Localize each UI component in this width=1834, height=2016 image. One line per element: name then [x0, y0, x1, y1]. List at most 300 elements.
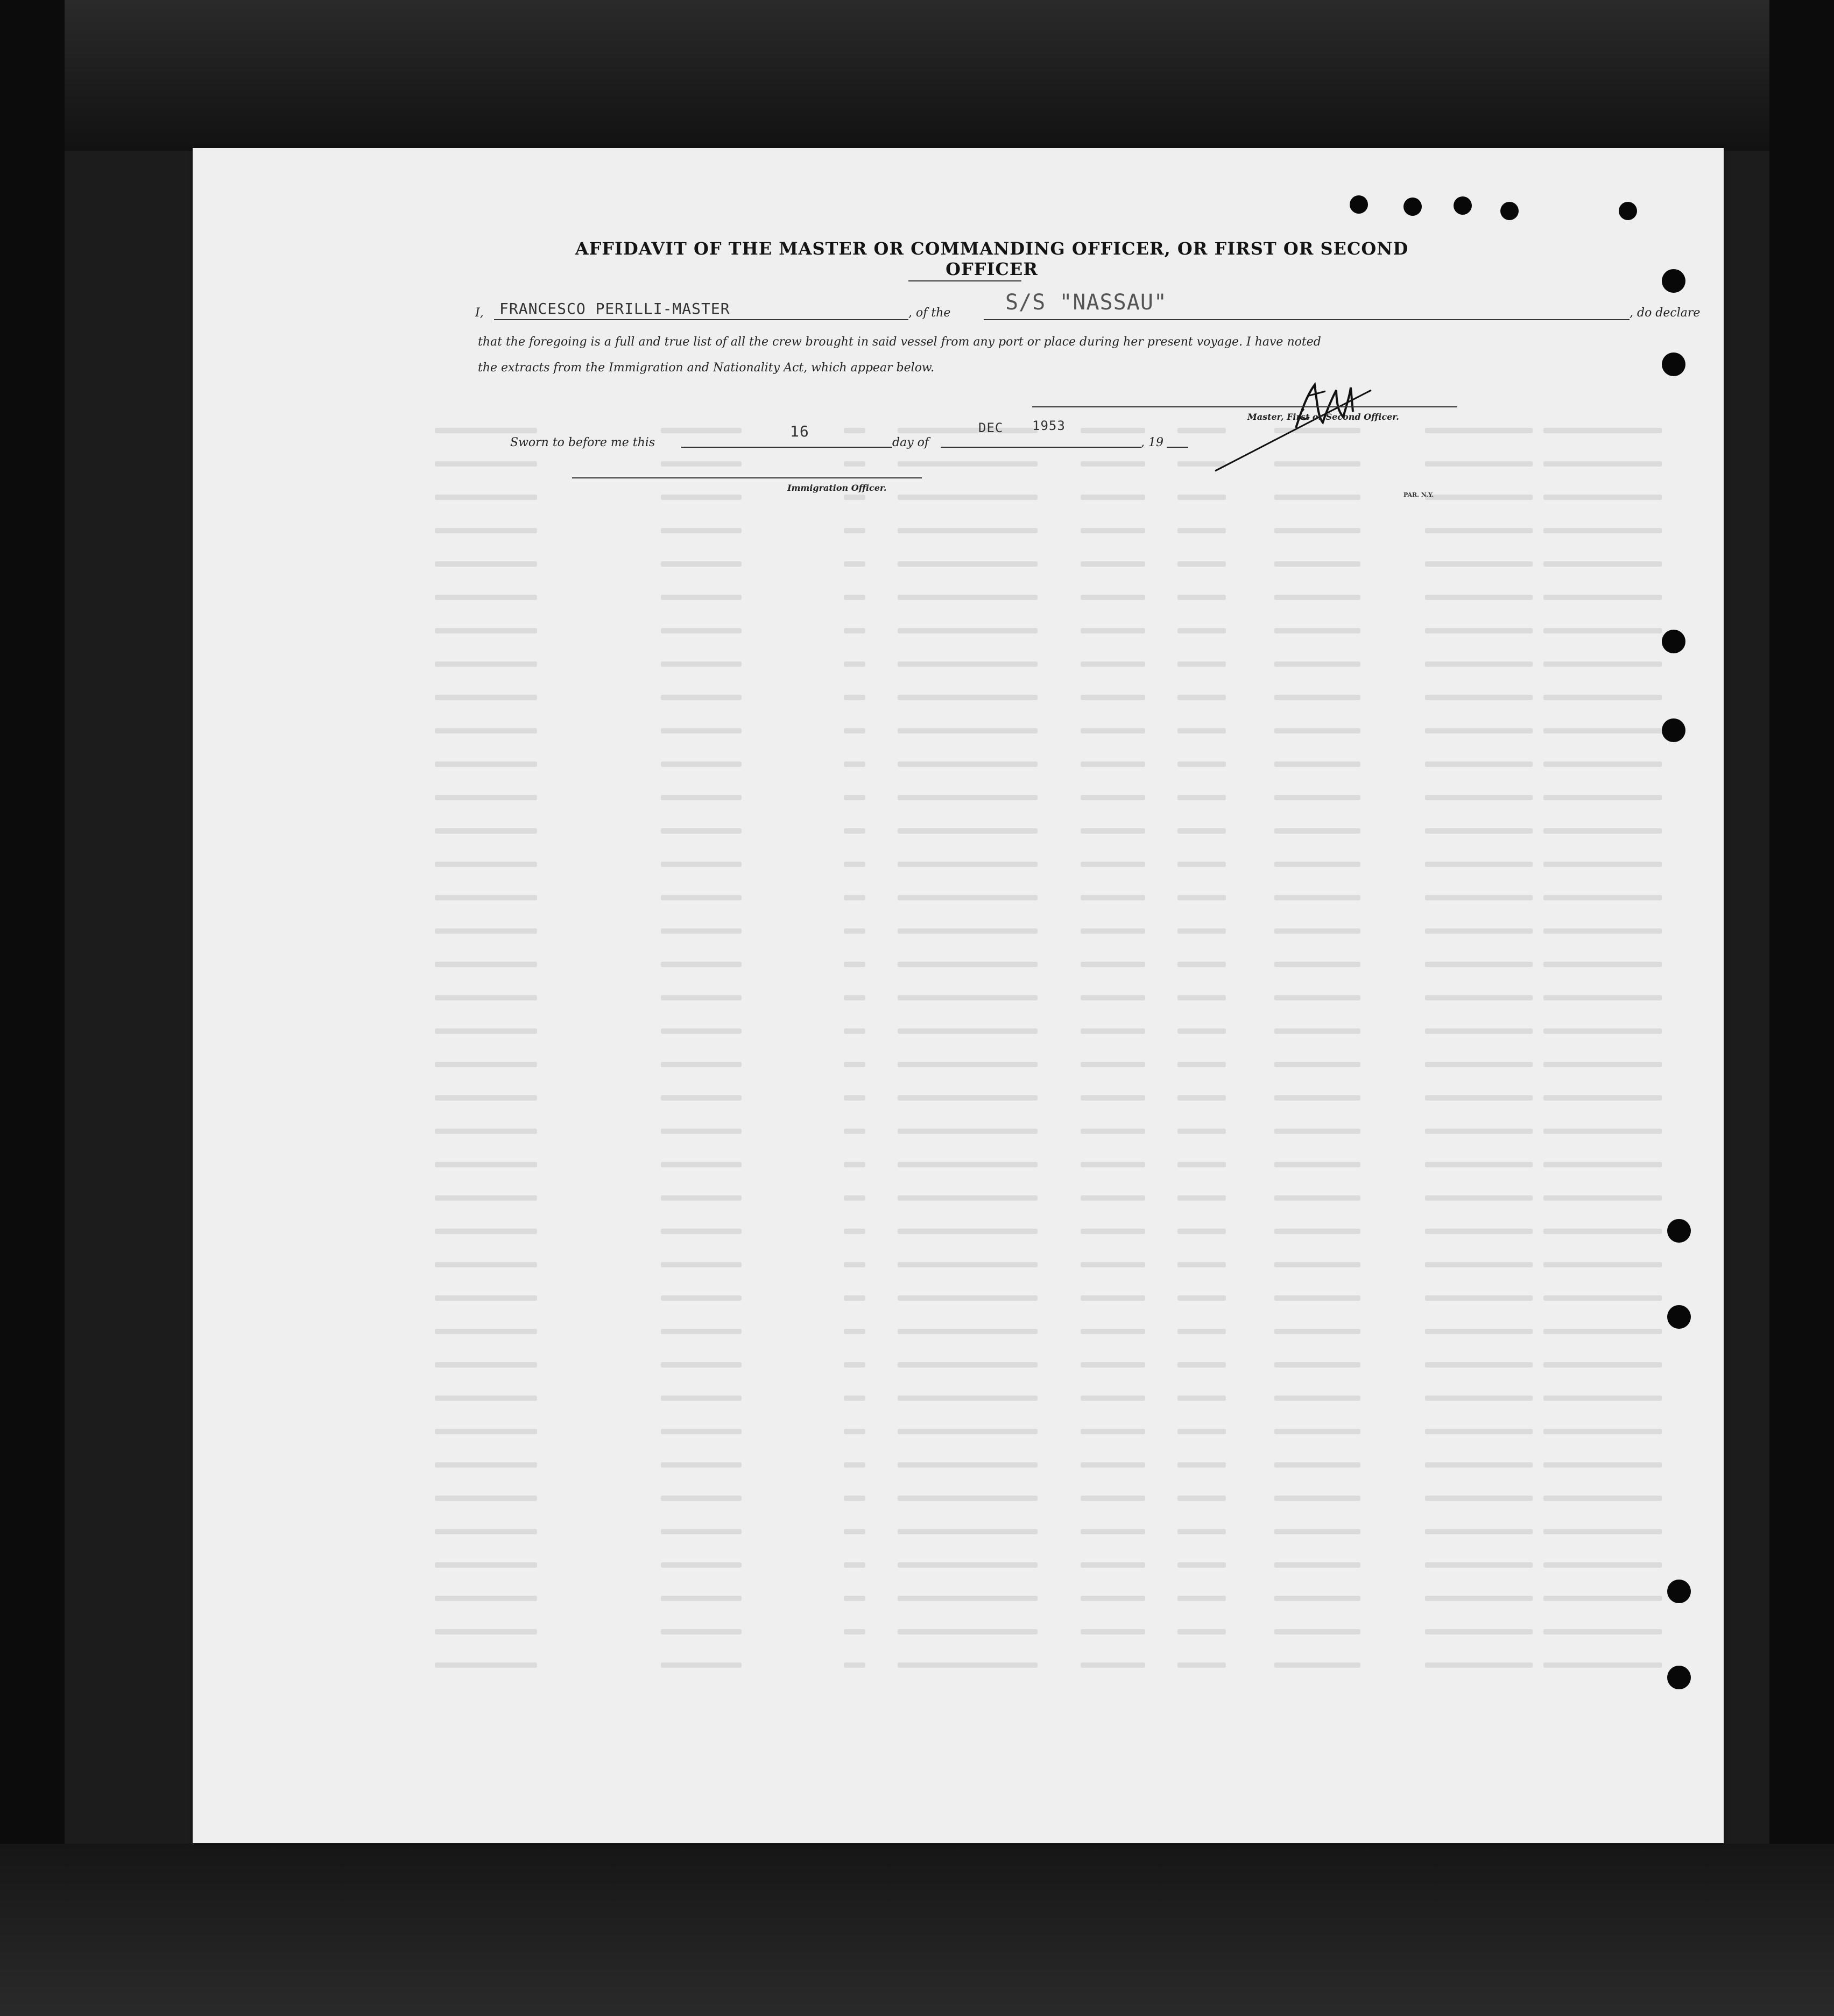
sworn-prefix: Sworn to before me this	[510, 436, 655, 449]
bleed-through-row	[435, 661, 1673, 669]
bleed-through-mark	[435, 1195, 537, 1201]
bleed-through-mark	[1425, 1262, 1533, 1267]
bleed-through-mark	[1543, 1062, 1662, 1067]
bleed-through-mark	[661, 1562, 742, 1568]
bleed-through-mark	[1177, 695, 1226, 700]
bleed-through-mark	[1081, 862, 1145, 867]
bleed-through-mark	[1177, 528, 1226, 533]
bleed-through-mark	[1543, 1662, 1662, 1668]
document-sheet	[193, 148, 1724, 1843]
bleed-through-mark	[1274, 628, 1360, 633]
bleed-through-mark	[1177, 1062, 1226, 1067]
bleed-through-mark	[1425, 1095, 1533, 1101]
bleed-through-mark	[1274, 1462, 1360, 1468]
bleed-through-mark	[1177, 1429, 1226, 1434]
bleed-through-mark	[1177, 1529, 1226, 1534]
bleed-through-mark	[435, 1429, 537, 1434]
bleed-through-mark	[898, 1395, 1038, 1401]
bleed-through-mark	[1177, 828, 1226, 834]
bleed-through-mark	[1543, 728, 1662, 734]
bleed-through-mark	[1425, 895, 1533, 900]
bleed-through-mark	[1543, 1462, 1662, 1468]
bleed-through-row	[435, 1429, 1673, 1436]
bleed-through-mark	[898, 461, 1038, 467]
bleed-through-mark	[1177, 962, 1226, 967]
bleed-through-mark	[898, 962, 1038, 967]
bleed-through-mark	[1081, 1496, 1145, 1501]
bleed-through-mark	[1177, 1629, 1226, 1634]
bleed-through-mark	[1274, 1262, 1360, 1267]
bleed-through-mark	[435, 695, 537, 700]
bleed-through-mark	[435, 1095, 537, 1101]
bleed-through-mark	[1274, 561, 1360, 567]
bleed-through-mark	[898, 1596, 1038, 1601]
bleed-through-mark	[844, 595, 865, 600]
bleed-through-mark	[1425, 995, 1533, 1000]
bleed-through-mark	[898, 895, 1038, 900]
bleed-through-mark	[435, 862, 537, 867]
bleed-through-mark	[1543, 1596, 1662, 1601]
bleed-through-mark	[435, 795, 537, 800]
bleed-through-mark	[1081, 1195, 1145, 1201]
bleed-through-mark	[1081, 695, 1145, 700]
bleed-through-mark	[435, 1028, 537, 1034]
bleed-through-mark	[844, 928, 865, 934]
bleed-through-mark	[844, 661, 865, 667]
bleed-through-mark	[435, 1529, 537, 1534]
punch-hole	[1403, 198, 1422, 216]
bleed-through-mark	[435, 1329, 537, 1334]
bleed-through-mark	[1177, 1028, 1226, 1034]
bleed-through-mark	[844, 1462, 865, 1468]
bleed-through-mark	[661, 661, 742, 667]
bleed-through-mark	[1081, 1562, 1145, 1568]
bleed-through-mark	[1543, 561, 1662, 567]
bleed-through-mark	[661, 1028, 742, 1034]
bleed-through-mark	[1081, 495, 1145, 500]
bleed-through-mark	[661, 1429, 742, 1434]
bleed-through-mark	[1177, 1295, 1226, 1301]
bleed-through-mark	[1081, 1162, 1145, 1167]
bleed-through-mark	[1274, 1662, 1360, 1668]
bleed-through-mark	[661, 495, 742, 500]
bleed-through-mark	[1177, 595, 1226, 600]
bleed-through-mark	[1425, 1629, 1533, 1634]
bleed-through-mark	[1543, 962, 1662, 967]
bleed-through-mark	[898, 1195, 1038, 1201]
bleed-through-mark	[1543, 795, 1662, 800]
bleed-through-mark	[898, 1329, 1038, 1334]
bleed-through-mark	[435, 595, 537, 600]
bleed-through-mark	[844, 461, 865, 467]
bleed-through-mark	[898, 1028, 1038, 1034]
bleed-through-mark	[1081, 561, 1145, 567]
bleed-through-mark	[1274, 962, 1360, 967]
bleed-through-mark	[1081, 1229, 1145, 1234]
bleed-through-mark	[1177, 762, 1226, 767]
bleed-through-mark	[1543, 1329, 1662, 1334]
bleed-through-mark	[1425, 1229, 1533, 1234]
bleed-through-mark	[1543, 495, 1662, 500]
bleed-through-mark	[661, 561, 742, 567]
bleed-through-row	[435, 828, 1673, 836]
bleed-through-row	[435, 1062, 1673, 1069]
bleed-through-mark	[1543, 995, 1662, 1000]
bleed-through-mark	[898, 728, 1038, 734]
bleed-through-row	[435, 1562, 1673, 1570]
bleed-through-mark	[1177, 995, 1226, 1000]
bleed-through-mark	[844, 895, 865, 900]
bleed-through-crew-list	[435, 428, 1673, 1746]
bleed-through-mark	[1274, 795, 1360, 800]
bleed-through-mark	[898, 1362, 1038, 1368]
bleed-through-mark	[844, 1062, 865, 1067]
bleed-through-mark	[1543, 461, 1662, 467]
bleed-through-mark	[1425, 1395, 1533, 1401]
bleed-through-mark	[661, 828, 742, 834]
bleed-through-mark	[1543, 862, 1662, 867]
punch-hole	[1454, 196, 1472, 215]
bleed-through-mark	[1177, 795, 1226, 800]
bleed-through-mark	[1081, 528, 1145, 533]
bleed-through-mark	[435, 528, 537, 533]
bleed-through-row	[435, 628, 1673, 636]
bleed-through-mark	[1081, 1395, 1145, 1401]
declaration-line-2: the extracts from the Immigration and Nationality Act, which appear below.	[478, 361, 935, 375]
bleed-through-mark	[1543, 1496, 1662, 1501]
bleed-through-mark	[661, 1329, 742, 1334]
bleed-through-mark	[661, 1129, 742, 1134]
vessel-line	[984, 319, 1630, 320]
bleed-through-mark	[1425, 962, 1533, 967]
bleed-through-mark	[844, 695, 865, 700]
bleed-through-mark	[844, 762, 865, 767]
bleed-through-mark	[435, 495, 537, 500]
bleed-through-mark	[1081, 928, 1145, 934]
bleed-through-row	[435, 1262, 1673, 1270]
bleed-through-mark	[661, 928, 742, 934]
bleed-through-mark	[898, 628, 1038, 633]
bleed-through-mark	[1274, 1162, 1360, 1167]
bleed-through-mark	[1081, 628, 1145, 633]
bleed-through-mark	[844, 995, 865, 1000]
bleed-through-mark	[898, 595, 1038, 600]
bleed-through-mark	[1425, 1562, 1533, 1568]
bleed-through-mark	[435, 661, 537, 667]
bleed-through-mark	[1425, 828, 1533, 834]
bleed-through-mark	[1543, 1262, 1662, 1267]
bleed-through-mark	[1177, 862, 1226, 867]
bleed-through-mark	[1081, 1462, 1145, 1468]
bleed-through-mark	[898, 1062, 1038, 1067]
bleed-through-mark	[1177, 1662, 1226, 1668]
bleed-through-mark	[1274, 995, 1360, 1000]
bleed-through-mark	[1543, 828, 1662, 834]
bleed-through-row	[435, 1395, 1673, 1403]
bleed-through-mark	[1081, 895, 1145, 900]
master-signature-line	[1032, 406, 1457, 407]
bleed-through-mark	[435, 762, 537, 767]
bleed-through-mark	[661, 1062, 742, 1067]
bleed-through-mark	[661, 1395, 742, 1401]
year-line	[1167, 447, 1188, 448]
bleed-through-mark	[1425, 1028, 1533, 1034]
bleed-through-mark	[1081, 995, 1145, 1000]
bleed-through-mark	[898, 528, 1038, 533]
bleed-through-mark	[1274, 1629, 1360, 1634]
sworn-month-line	[941, 447, 1141, 448]
bleed-through-mark	[1425, 1295, 1533, 1301]
bleed-through-mark	[898, 762, 1038, 767]
do-declare-text: , do declare	[1630, 306, 1701, 320]
bleed-through-mark	[661, 695, 742, 700]
bleed-through-mark	[661, 1462, 742, 1468]
bleed-through-row	[435, 1596, 1673, 1603]
bleed-through-mark	[661, 795, 742, 800]
bleed-through-mark	[661, 1295, 742, 1301]
bleed-through-mark	[435, 1596, 537, 1601]
bleed-through-mark	[1425, 728, 1533, 734]
bleed-through-mark	[898, 1095, 1038, 1101]
bleed-through-mark	[1177, 1496, 1226, 1501]
bleed-through-mark	[661, 1229, 742, 1234]
bleed-through-mark	[844, 1596, 865, 1601]
punch-hole	[1662, 269, 1685, 293]
bleed-through-mark	[1081, 728, 1145, 734]
bleed-through-row	[435, 1129, 1673, 1136]
bleed-through-mark	[1274, 661, 1360, 667]
bleed-through-mark	[1543, 1429, 1662, 1434]
bleed-through-mark	[1081, 428, 1145, 433]
bleed-through-mark	[1081, 1095, 1145, 1101]
bleed-through-mark	[435, 1629, 537, 1634]
bleed-through-mark	[844, 862, 865, 867]
bleed-through-mark	[844, 1095, 865, 1101]
bleed-through-mark	[844, 1529, 865, 1534]
bleed-through-mark	[1543, 528, 1662, 533]
bleed-through-row	[435, 995, 1673, 1003]
bleed-through-mark	[1081, 1062, 1145, 1067]
vessel-upper-line	[908, 280, 1021, 281]
bleed-through-mark	[844, 495, 865, 500]
bleed-through-mark	[1543, 1362, 1662, 1368]
bleed-through-mark	[1081, 1028, 1145, 1034]
bleed-through-mark	[1177, 1262, 1226, 1267]
bleed-through-mark	[898, 928, 1038, 934]
bleed-through-mark	[661, 1195, 742, 1201]
bleed-through-mark	[1274, 495, 1360, 500]
bleed-through-mark	[661, 1262, 742, 1267]
bleed-through-mark	[1177, 1395, 1226, 1401]
bleed-through-mark	[1425, 1062, 1533, 1067]
bleed-through-mark	[1274, 828, 1360, 834]
bleed-through-mark	[1425, 595, 1533, 600]
bleed-through-mark	[844, 1195, 865, 1201]
bleed-through-mark	[1425, 795, 1533, 800]
bleed-through-mark	[898, 1462, 1038, 1468]
bleed-through-mark	[435, 828, 537, 834]
bleed-through-mark	[1081, 1662, 1145, 1668]
bleed-through-mark	[1274, 1295, 1360, 1301]
bleed-through-mark	[1081, 1129, 1145, 1134]
bleed-through-row	[435, 1229, 1673, 1236]
bleed-through-mark	[898, 1262, 1038, 1267]
bleed-through-mark	[1543, 1129, 1662, 1134]
bleed-through-mark	[898, 1529, 1038, 1534]
bleed-through-mark	[1425, 661, 1533, 667]
bleed-through-mark	[844, 1129, 865, 1134]
bleed-through-mark	[1177, 661, 1226, 667]
bleed-through-mark	[1543, 1295, 1662, 1301]
bleed-through-mark	[1177, 1329, 1226, 1334]
bleed-through-mark	[898, 1229, 1038, 1234]
bleed-through-mark	[1543, 661, 1662, 667]
bleed-through-row	[435, 795, 1673, 802]
bleed-through-mark	[1081, 962, 1145, 967]
bleed-through-mark	[1177, 1596, 1226, 1601]
bleed-through-mark	[435, 1295, 537, 1301]
bleed-through-mark	[1081, 1429, 1145, 1434]
bleed-through-mark	[1081, 1529, 1145, 1534]
bleed-through-mark	[661, 762, 742, 767]
bleed-through-mark	[1543, 695, 1662, 700]
affidavit-title: AFFIDAVIT OF THE MASTER OR COMMANDING OFFICER, OR FIRST OR SECOND OFFICER	[575, 238, 1409, 279]
bleed-through-mark	[661, 1496, 742, 1501]
sworn-day-line	[681, 447, 892, 448]
bleed-through-mark	[1177, 728, 1226, 734]
bleed-through-mark	[1425, 695, 1533, 700]
bleed-through-mark	[1274, 1429, 1360, 1434]
bleed-through-mark	[844, 428, 865, 433]
bleed-through-mark	[1274, 895, 1360, 900]
bleed-through-mark	[898, 1496, 1038, 1501]
bleed-through-mark	[1177, 1129, 1226, 1134]
bleed-through-mark	[844, 828, 865, 834]
bleed-through-mark	[898, 495, 1038, 500]
bleed-through-mark	[1543, 595, 1662, 600]
bleed-through-mark	[661, 595, 742, 600]
bleed-through-mark	[844, 1295, 865, 1301]
bleed-through-mark	[1543, 1562, 1662, 1568]
bleed-through-mark	[661, 1529, 742, 1534]
bleed-through-mark	[844, 1395, 865, 1401]
bleed-through-mark	[1081, 661, 1145, 667]
bleed-through-mark	[898, 1662, 1038, 1668]
bleed-through-mark	[1274, 928, 1360, 934]
bleed-through-row	[435, 1195, 1673, 1203]
bleed-through-mark	[844, 795, 865, 800]
bleed-through-mark	[1543, 762, 1662, 767]
bleed-through-mark	[1274, 1496, 1360, 1501]
bleed-through-mark	[1543, 1395, 1662, 1401]
film-border-left	[0, 0, 65, 2016]
bleed-through-mark	[1425, 1462, 1533, 1468]
bleed-through-mark	[844, 628, 865, 633]
bleed-through-mark	[435, 1362, 537, 1368]
bleed-through-mark	[1274, 1229, 1360, 1234]
bleed-through-mark	[661, 528, 742, 533]
i-prefix: I,	[475, 306, 484, 320]
bleed-through-row	[435, 1462, 1673, 1470]
film-border-top	[0, 0, 1834, 151]
immigration-officer-line	[572, 477, 922, 478]
bleed-through-mark	[435, 1662, 537, 1668]
bleed-through-mark	[1543, 1229, 1662, 1234]
bleed-through-mark	[898, 1562, 1038, 1568]
bleed-through-mark	[1177, 628, 1226, 633]
bleed-through-mark	[1274, 528, 1360, 533]
bleed-through-mark	[898, 428, 1038, 433]
bleed-through-mark	[898, 561, 1038, 567]
bleed-through-mark	[1081, 1262, 1145, 1267]
bleed-through-mark	[844, 1629, 865, 1634]
bleed-through-mark	[1543, 628, 1662, 633]
bleed-through-mark	[1543, 428, 1662, 433]
bleed-through-mark	[1274, 762, 1360, 767]
bleed-through-row	[435, 1295, 1673, 1303]
bleed-through-mark	[661, 862, 742, 867]
bleed-through-row	[435, 695, 1673, 702]
sworn-day: 16	[790, 422, 809, 440]
bleed-through-mark	[844, 962, 865, 967]
punch-hole	[1500, 202, 1519, 220]
bleed-through-mark	[661, 1162, 742, 1167]
bleed-through-mark	[1081, 1295, 1145, 1301]
bleed-through-mark	[844, 528, 865, 533]
bleed-through-row	[435, 495, 1673, 502]
bleed-through-mark	[844, 1562, 865, 1568]
bleed-through-mark	[1177, 895, 1226, 900]
bleed-through-mark	[661, 1095, 742, 1101]
bleed-through-mark	[1274, 1028, 1360, 1034]
bleed-through-mark	[1543, 1028, 1662, 1034]
bleed-through-mark	[435, 1462, 537, 1468]
bleed-through-mark	[1177, 1195, 1226, 1201]
bleed-through-mark	[1274, 1129, 1360, 1134]
bleed-through-mark	[1425, 1529, 1533, 1534]
immigration-caption: Immigration Officer.	[787, 483, 887, 493]
punch-hole	[1619, 202, 1637, 220]
bleed-through-row	[435, 1362, 1673, 1370]
bleed-through-mark	[844, 1662, 865, 1668]
bleed-through-mark	[1543, 1529, 1662, 1534]
bleed-through-mark	[898, 1295, 1038, 1301]
bleed-through-mark	[898, 661, 1038, 667]
bleed-through-mark	[898, 795, 1038, 800]
bleed-through-mark	[844, 1429, 865, 1434]
bleed-through-mark	[1081, 762, 1145, 767]
bleed-through-mark	[898, 1629, 1038, 1634]
bleed-through-mark	[844, 1496, 865, 1501]
bleed-through-mark	[844, 1229, 865, 1234]
bleed-through-mark	[898, 695, 1038, 700]
declaration-line-1: that the foregoing is a full and true list of all the crew brought in said vessel from any port or place during her present voyage. I have noted	[478, 335, 1321, 349]
bleed-through-mark	[435, 1562, 537, 1568]
bleed-through-mark	[661, 428, 742, 433]
bleed-through-mark	[844, 561, 865, 567]
bleed-through-mark	[1274, 1062, 1360, 1067]
port-code: PAR. N.Y.	[1403, 491, 1434, 498]
bleed-through-mark	[1274, 1329, 1360, 1334]
bleed-through-mark	[844, 1362, 865, 1368]
bleed-through-mark	[898, 1429, 1038, 1434]
bleed-through-mark	[1177, 1562, 1226, 1568]
bleed-through-mark	[1274, 862, 1360, 867]
bleed-through-mark	[1543, 1095, 1662, 1101]
bleed-through-mark	[435, 995, 537, 1000]
bleed-through-mark	[661, 1362, 742, 1368]
bleed-through-mark	[661, 628, 742, 633]
